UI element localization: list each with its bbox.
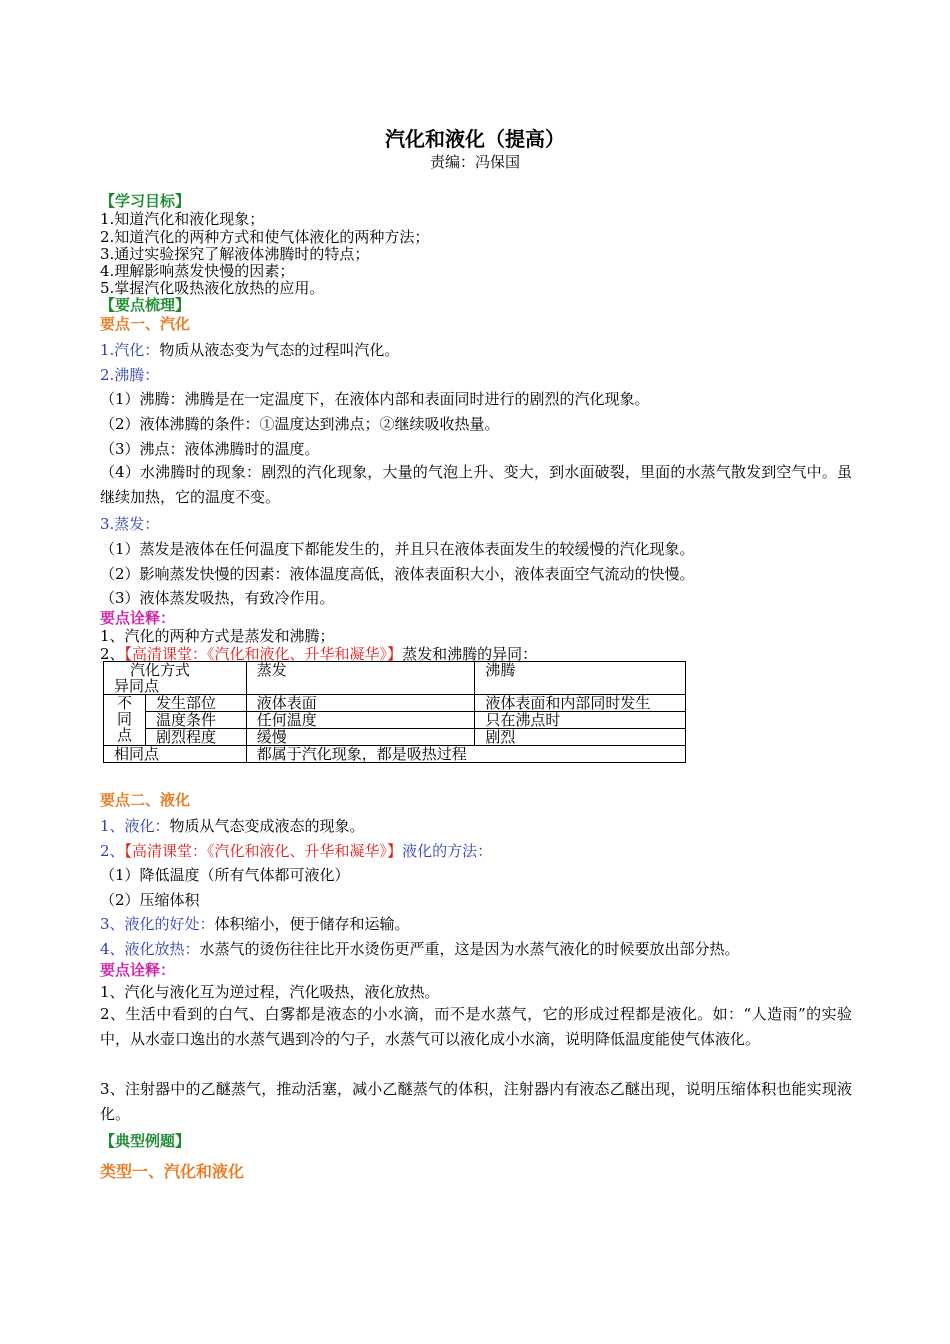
note-number: 2、 <box>100 645 125 663</box>
definition-label: 1.汽化： <box>100 341 160 359</box>
boiling-item: （2）液体沸腾的条件：①温度达到沸点；②继续吸收热量。 <box>100 415 500 433</box>
cell-evaporation: 液体表面 <box>246 695 475 712</box>
heat-item <box>100 940 740 958</box>
header-boiling: 沸腾 <box>475 662 686 695</box>
note-item: 1、汽化的两种方式是蒸发和沸腾； <box>100 627 335 645</box>
definition-text: 物质从液态变为气态的过程叫汽化。 <box>159 341 400 359</box>
cell-evaporation: 任何温度 <box>246 712 475 729</box>
note-item: 1、汽化与液化互为逆过程，汽化吸热，液化放热。 <box>100 983 440 1001</box>
same-label: 相同点 <box>104 746 247 763</box>
objective-item: 1.知道汽化和液化现象； <box>100 210 265 228</box>
table-row <box>104 712 686 729</box>
table-row <box>104 695 686 712</box>
item-number: 2、 <box>100 842 125 860</box>
objectives-heading: 【学习目标】 <box>100 192 191 210</box>
lecture-link[interactable]: 【高清课堂：《汽化和液化、升华和凝华》】 <box>124 645 403 663</box>
boiling-item: （1）沸腾：沸腾是在一定温度下，在液体内部和表面同时进行的剧烈的汽化现象。 <box>100 390 650 408</box>
note-text: 蒸发和沸腾的异同： <box>402 645 538 663</box>
table-row <box>104 746 686 763</box>
comparison-table <box>103 661 686 763</box>
benefit-item <box>100 915 410 933</box>
evaporation-item: （3）液体蒸发吸热，有致冷作用。 <box>100 589 335 607</box>
difference-char: 不 <box>116 694 132 712</box>
cell-boiling: 剧烈 <box>475 729 686 746</box>
evaporation-item: （1）蒸发是液体在任何温度下都能发生的，并且只在液体表面发生的较缓慢的汽化现象。 <box>100 540 695 558</box>
benefit-label: 3、液化的好处： <box>100 915 215 933</box>
note-item: 2、生活中看到的白气、白雾都是液态的小水滴，而不是水蒸气，它的形成过程都是液化。如：“人造雨”的实验中，从水壶口逸出的水蒸气遇到冷的勺子，水蒸气可以液化成小水滴，说明降低温度能使气体液化。 <box>100 1005 852 1048</box>
header-aspect: 异同点 <box>114 677 160 695</box>
heat-text: 水蒸气的烫伤往往比开水烫伤更严重，这是因为水蒸气液化的时候要放出部分热。 <box>199 940 740 958</box>
boiling-item: （3）沸点：液体沸腾时的温度。 <box>100 440 320 458</box>
evaporation-label: 3.蒸发： <box>100 515 160 533</box>
note-heading: 要点诠释： <box>100 961 176 979</box>
editor-credit: 责编：冯保国 <box>429 153 520 171</box>
point1-heading: 要点一、汽化 <box>100 315 191 333</box>
header-method: 汽化方式 <box>130 661 191 679</box>
row-label: 剧烈程度 <box>145 729 246 746</box>
liquefaction-methods <box>100 842 492 860</box>
cell-evaporation: 缓慢 <box>246 729 475 746</box>
row-label: 发生部位 <box>145 695 246 712</box>
heat-label: 4、液化放热： <box>100 940 200 958</box>
difference-label <box>104 695 146 746</box>
difference-char: 同 <box>116 710 132 728</box>
methods-label: 液化的方法： <box>402 842 493 860</box>
definition-text: 物质从气态变成液态的现象。 <box>169 817 365 835</box>
table-header-row <box>104 662 686 695</box>
cell-boiling: 液体表面和内部同时发生 <box>475 695 686 712</box>
note-heading: 要点诠释： <box>100 609 176 627</box>
objective-item: 3.通过实验探究了解液体沸腾时的特点； <box>100 245 370 263</box>
header-evaporation: 蒸发 <box>246 662 475 695</box>
row-label: 温度条件 <box>145 712 246 729</box>
cell-boiling: 只在沸点时 <box>475 712 686 729</box>
evaporation-item: （2）影响蒸发快慢的因素：液体温度高低，液体表面积大小，液体表面空气流动的快慢。 <box>100 565 695 583</box>
objective-item: 2.知道汽化的两种方式和使气体液化的两种方法； <box>100 228 430 246</box>
table-corner-cell <box>104 662 247 695</box>
boiling-item: （4）水沸腾时的现象：剧烈的汽化现象，大量的气泡上升、变大，到水面破裂，里面的水蒸气散发到空气中。虽继续加热，它的温度不变。 <box>100 463 852 506</box>
difference-char: 点 <box>116 726 132 744</box>
type1-heading: 类型一、汽化和液化 <box>100 1162 245 1181</box>
benefit-text: 体积缩小，便于储存和运输。 <box>214 915 410 933</box>
point2-heading: 要点二、液化 <box>100 791 191 809</box>
boiling-label: 2.沸腾： <box>100 366 160 384</box>
method-item: （2）压缩体积 <box>100 891 200 909</box>
same-text: 都属于汽化现象，都是吸热过程 <box>246 746 685 763</box>
table-row <box>104 729 686 746</box>
point1-definition <box>100 341 399 359</box>
note-item: 3、注射器中的乙醚蒸气，推动活塞，减小乙醚蒸气的体积，注射器内有液态乙醚出现，说明压缩体积也能实现液化。 <box>100 1080 852 1123</box>
objective-item: 4.理解影响蒸发快慢的因素； <box>100 262 295 280</box>
definition-label: 1、液化： <box>100 817 170 835</box>
lecture-link[interactable]: 【高清课堂：《汽化和液化、升华和凝华》】 <box>124 842 403 860</box>
liquefaction-definition <box>100 817 365 835</box>
method-item: （1）降低温度（所有气体都可液化） <box>100 866 350 884</box>
examples-heading: 【典型例题】 <box>100 1132 191 1150</box>
key-points-heading: 【要点梳理】 <box>100 296 191 314</box>
objective-item: 5.掌握汽化吸热液化放热的应用。 <box>100 279 325 297</box>
page-title: 汽化和液化（提高） <box>385 127 565 151</box>
